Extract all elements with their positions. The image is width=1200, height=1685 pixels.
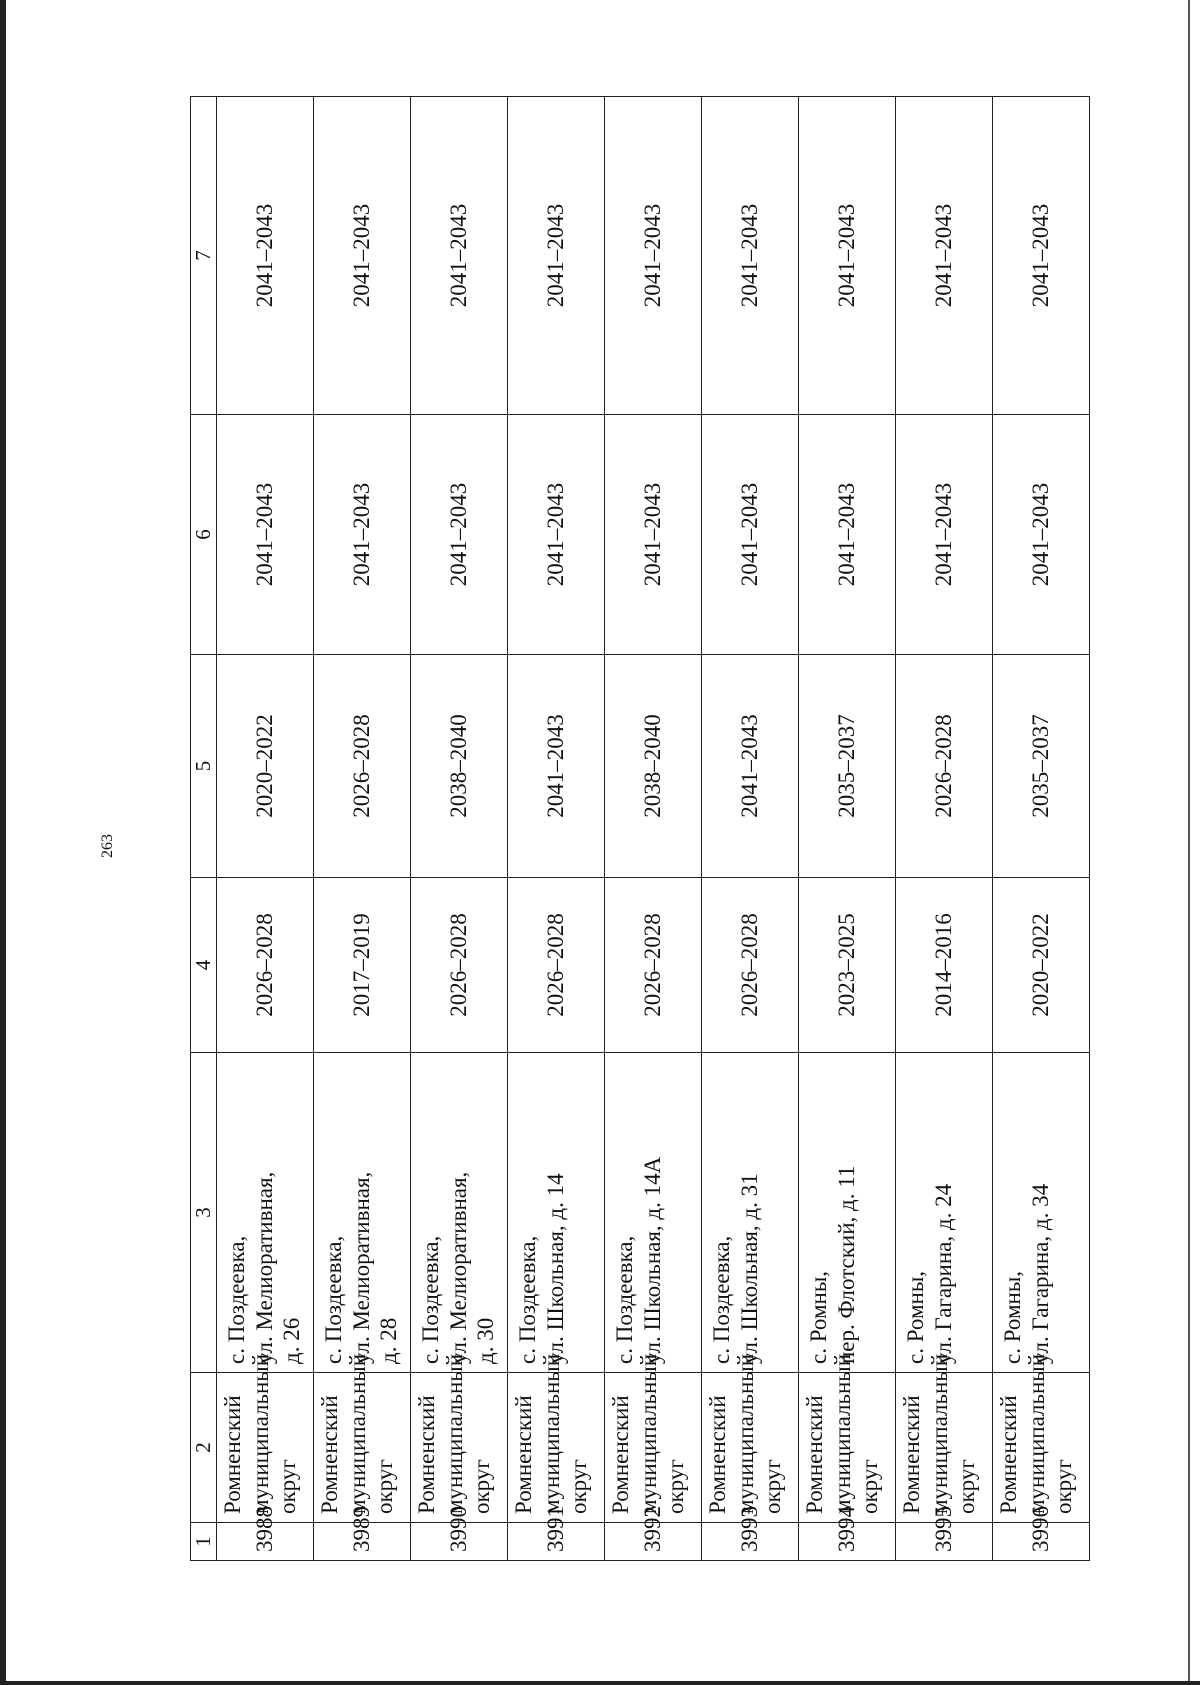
column-number: 3 [191,1053,217,1373]
period-cell-7: 2041–2043 [896,97,993,415]
address-cell [411,1053,508,1373]
address-line: с. Поздеевка, [321,1235,347,1364]
row-number-cell: 3994 [799,1523,896,1561]
district-line: муниципальный [829,1353,855,1514]
scan-edge-left [0,0,6,1685]
address-line: с. Поздеевка, [224,1235,250,1364]
table-row [605,97,702,1561]
address-line: с. Поздеевка, [709,1235,735,1364]
period-cell-5: 2026–2028 [314,655,411,878]
district-line: Ромненский [705,1395,731,1514]
district-cell [896,1353,993,1523]
period-cell-6: 2041–2043 [993,415,1090,655]
address-line: с. Поздеевка, [515,1235,541,1364]
row-number-cell: 3989 [314,1523,411,1561]
scan-edge-bottom [0,1681,1200,1685]
period-cell-7: 2041–2043 [702,97,799,415]
period-cell-4: 2026–2028 [605,878,702,1053]
period-cell-4: 2020–2022 [993,878,1090,1053]
district-line: Ромненский [802,1395,828,1514]
district-line: муниципальный [635,1353,661,1514]
district-line: округ [760,1459,786,1514]
district-line: Ромненский [414,1395,440,1514]
address-line: ул. Гагарина, д. 24 [930,1183,956,1364]
period-cell-5: 2041–2043 [508,655,605,878]
period-cell-7: 2041–2043 [605,97,702,415]
column-number: 1 [191,1523,217,1561]
table-row [702,97,799,1561]
column-number: 4 [191,878,217,1053]
address-line: с. Поздеевка, [418,1235,444,1364]
district-cell [508,1353,605,1523]
address-cell [993,1053,1090,1373]
row-number-cell: 3992 [605,1523,702,1561]
district-cell [702,1353,799,1523]
table-row [314,97,411,1561]
address-line: д. 26 [279,1317,305,1364]
period-cell-5: 2041–2043 [702,655,799,878]
period-cell-6: 2041–2043 [411,415,508,655]
address-cell [799,1053,896,1373]
district-line: округ [663,1459,689,1514]
period-cell-4: 2026–2028 [217,878,314,1053]
address-cell [702,1053,799,1373]
address-line: ул. Мелиоративная, [251,1171,277,1364]
period-cell-4: 2026–2028 [411,878,508,1053]
period-cell-7: 2041–2043 [508,97,605,415]
period-cell-7: 2041–2043 [993,97,1090,415]
period-cell-5: 2038–2040 [605,655,702,878]
district-line: Ромненский [511,1395,537,1514]
period-cell-6: 2041–2043 [217,415,314,655]
period-cell-7: 2041–2043 [799,97,896,415]
period-cell-5: 2020–2022 [217,655,314,878]
period-cell-7: 2041–2043 [217,97,314,415]
period-cell-5: 2026–2028 [896,655,993,878]
district-line: Ромненский [317,1395,343,1514]
district-line: округ [857,1459,883,1514]
column-number: 5 [191,655,217,878]
district-cell [314,1353,411,1523]
district-line: муниципальный [247,1353,273,1514]
period-cell-4: 2026–2028 [702,878,799,1053]
table-row [217,97,314,1561]
table-row [508,97,605,1561]
scan-edge-right [1188,0,1190,1685]
address-cell [314,1053,411,1373]
period-cell-5: 2035–2037 [993,655,1090,878]
period-cell-5: 2038–2040 [411,655,508,878]
address-line: ул. Школьная, д. 14 [542,1173,568,1364]
address-cell [217,1053,314,1373]
period-cell-4: 2014–2016 [896,878,993,1053]
district-line: округ [1051,1459,1077,1514]
address-cell [508,1053,605,1373]
row-number-cell: 3988 [217,1523,314,1561]
period-cell-6: 2041–2043 [702,415,799,655]
address-line: с. Ромны, [806,1270,832,1364]
district-line: округ [954,1459,980,1514]
district-line: округ [372,1459,398,1514]
district-line: округ [275,1459,301,1514]
table-row [993,97,1090,1561]
period-cell-6: 2041–2043 [799,415,896,655]
address-line: ул. Гагарина, д. 34 [1027,1183,1053,1364]
address-line: с. Ромны, [1000,1270,1026,1364]
period-cell-7: 2041–2043 [314,97,411,415]
column-number: 6 [191,415,217,655]
address-line: ул. Школьная, д. 14А [639,1156,665,1364]
column-number: 7 [191,97,217,415]
address-line: ул. Школьная, д. 31 [736,1173,762,1364]
district-line: округ [566,1459,592,1514]
district-line: Ромненский [899,1395,925,1514]
district-cell [993,1353,1090,1523]
period-cell-4: 2026–2028 [508,878,605,1053]
address-line: ул. Мелиоративная, [348,1171,374,1364]
address-line: с. Поздеевка, [612,1235,638,1364]
period-cell-6: 2041–2043 [605,415,702,655]
address-line: д. 30 [473,1317,499,1364]
district-line: округ [469,1459,495,1514]
district-line: муниципальный [344,1353,370,1514]
page-number: 263 [99,834,116,858]
address-line: ул. Мелиоративная, [445,1171,471,1364]
district-cell [217,1353,314,1523]
district-line: Ромненский [220,1395,246,1514]
table-row [799,97,896,1561]
district-line: Ромненский [996,1395,1022,1514]
district-line: муниципальный [732,1353,758,1514]
address-cell [605,1053,702,1373]
housing-repair-table [190,96,1090,1561]
district-line: муниципальный [441,1353,467,1514]
period-cell-7: 2041–2043 [411,97,508,415]
district-line: Ромненский [608,1395,634,1514]
district-cell [411,1353,508,1523]
period-cell-6: 2041–2043 [508,415,605,655]
address-line: с. Ромны, [903,1270,929,1364]
row-number-cell: 3990 [411,1523,508,1561]
table-row [411,97,508,1561]
row-number-cell: 3995 [896,1523,993,1561]
address-line: пер. Флотский, д. 11 [833,1165,859,1364]
address-cell [896,1053,993,1373]
column-number-row [191,97,217,1561]
district-cell [799,1353,896,1523]
district-line: муниципальный [926,1353,952,1514]
table-row [896,97,993,1561]
address-line: д. 28 [376,1317,402,1364]
period-cell-5: 2035–2037 [799,655,896,878]
period-cell-6: 2041–2043 [314,415,411,655]
district-line: муниципальный [538,1353,564,1514]
period-cell-6: 2041–2043 [896,415,993,655]
period-cell-4: 2017–2019 [314,878,411,1053]
row-number-cell: 3993 [702,1523,799,1561]
period-cell-4: 2023–2025 [799,878,896,1053]
rotated-table-wrapper [190,97,1083,1561]
district-cell [605,1353,702,1523]
row-number-cell: 3996 [993,1523,1090,1561]
district-line: муниципальный [1023,1353,1049,1514]
row-number-cell: 3991 [508,1523,605,1561]
table-body [191,97,1090,1561]
column-number: 2 [191,1373,217,1523]
